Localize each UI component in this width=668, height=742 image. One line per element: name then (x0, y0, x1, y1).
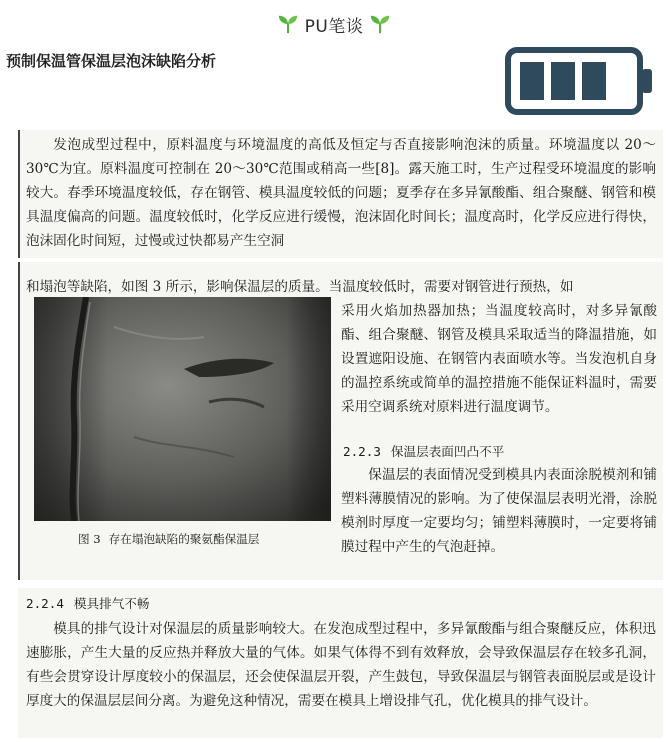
paragraph-2-continued: 采用火焰加热器加热；当温度较高时，对多异氰酸酯、组合聚醚、钢管及模具采取适当的降温措施，如设置遮阳设施、在钢管内表面喷水等。当发泡机自身的温控系统或简单的温控措施不能保证料温时，需要采用空调系统对原料进行温度调节。 (341, 303, 657, 415)
brand-name: PU笔谈 (304, 16, 364, 37)
section-heading-2-2-3 (343, 441, 504, 460)
paragraph-4: 模具的排气设计对保温层的质量影响较大。在发泡成型过程中，多异氰酸酯与组合聚醚反应，体积迅速膨胀，产生大量的反应热并释放大量的气体。如果气体得不到有效释放，会导致保温层存在较多孔洞，有些会贯穿设计厚度较小的保温层，还会使保温层开裂，产生鼓包，导致保温层与钢管表面脱层或是设计厚度大的保温层层间分离。为避免这种情况，需要在模具上增设排气孔，优化模具的排气设计。 (26, 621, 656, 709)
figure-caption-text: 存在塌泡缺陷的聚氨酯保温层 (108, 532, 260, 546)
battery-bar (520, 62, 544, 100)
figure-label: 图 3 (78, 532, 101, 546)
paragraph-2-first-line: 和塌泡等缺陷，如图 3 所示，影响保温层的质量。当温度较低时，需要对钢管进行预热，如 (26, 279, 574, 295)
article-title: 预制保温管保温层泡沫缺陷分析 (6, 52, 217, 70)
sprout-icon (369, 13, 391, 35)
battery-bar (551, 62, 575, 100)
figure-3-caption (78, 531, 259, 547)
site-header (0, 8, 668, 40)
sprout-icon (277, 13, 299, 35)
paragraph-1: 发泡成型过程中，原料温度与环境温度的高低及恒定与否直接影响泡沫的质量。环境温度以 20～30℃为宜。原料温度可控制在 20～30℃范围或稍高一些[8]。露天施工时，生产过程受环境温度的影响较大。春季环境温度较低，存在钢管、模具温度较低的问题；夏季存在多异氰酸酯、组合聚醚、钢管和模具温度偏高的问题。温度较低时，化学反应进行缓慢，泡沫固化时间长；温度高时，化学反应进行得快，泡沫固化时间短，过慢或过快都易产生空洞 (26, 137, 656, 249)
battery-bar (582, 62, 606, 100)
section-title: 保温层表面凹凸不平 (390, 444, 505, 459)
section-number: 2.2.4 (26, 596, 64, 611)
section-title: 模具排气不畅 (73, 596, 150, 611)
section-heading-2-2-4 (26, 593, 149, 612)
paragraph-3: 保温层的表面情况受到模具内表面涂脱模剂和铺塑料薄膜情况的影响。为了使保温层表明光滑，涂脱模剂时厚度一定要均匀；铺塑料薄膜时，一定要将铺膜过程中产生的气泡赶掉。 (341, 467, 657, 555)
section-number: 2.2.3 (343, 444, 381, 459)
figure-3-photo (34, 297, 331, 521)
battery-icon (505, 47, 655, 115)
